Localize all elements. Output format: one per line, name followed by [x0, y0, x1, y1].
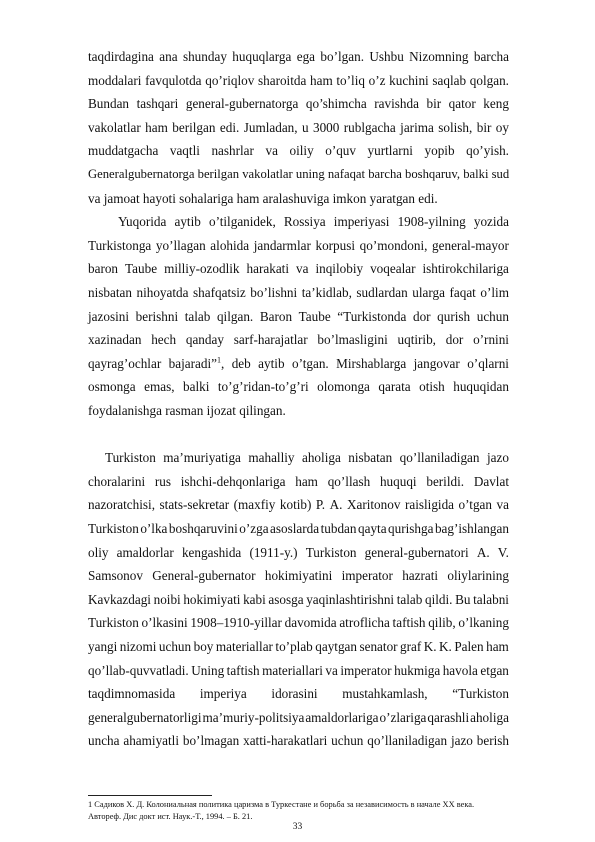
word: jarima: [400, 119, 434, 135]
text-line: [88, 139, 509, 163]
word: qator: [448, 96, 476, 112]
word: o’lka: [140, 520, 168, 536]
text-line: [88, 564, 509, 588]
footnote-ref: 1: [216, 355, 221, 365]
word: va: [325, 662, 338, 678]
word: raisligida: [404, 497, 455, 513]
word: davomida: [284, 615, 337, 631]
text-line: [88, 45, 509, 69]
word: berilgan: [172, 119, 216, 135]
word: huquqlarga: [232, 49, 292, 64]
word: jandarmlar: [253, 237, 311, 253]
word: uqtirib,: [397, 332, 436, 348]
word: yozida: [473, 214, 509, 230]
word: ana: [159, 49, 178, 64]
word: jazo: [486, 450, 509, 466]
word: yurtlarni: [367, 143, 413, 159]
word: hech: [151, 332, 177, 348]
word: imperiya: [199, 686, 247, 702]
word: qo’llash: [327, 473, 371, 489]
word: mahalliy: [248, 450, 295, 466]
word: ahamiyatli: [123, 733, 180, 749]
word: balki: [183, 379, 210, 395]
word: qaytgan: [315, 638, 357, 654]
text-line: [88, 234, 509, 258]
text-line: [88, 305, 509, 329]
word: (1911-y.): [249, 544, 298, 560]
text-line: [88, 611, 509, 635]
word: Samsonov: [88, 568, 143, 584]
word: oliylarining: [447, 568, 509, 584]
word: asosga: [268, 591, 304, 607]
word: materiallari: [262, 662, 323, 678]
word: huquqidan: [453, 379, 509, 395]
word: xatti-harakatlari: [243, 733, 328, 749]
word: stats-sekretar: [159, 497, 230, 513]
word: shafqatsiz: [193, 284, 246, 300]
word: ham: [310, 72, 333, 88]
word: tashqari: [136, 96, 179, 112]
word: A.: [476, 544, 490, 560]
word: atroflicha: [339, 615, 390, 631]
word: bo’lishni: [250, 284, 298, 300]
word: kabi: [243, 591, 266, 607]
word: bag’ishlangan: [434, 520, 509, 536]
word: to’plab: [275, 638, 313, 654]
line-text: Generalgubernatorga berilgan vakolatlar uning nafaqat barcha boshqaruv, balki sud: [88, 167, 510, 181]
word: taqdirdagina: [88, 49, 154, 64]
word: amaldorlariga: [305, 709, 379, 725]
word: havola: [442, 662, 478, 678]
word: aytib: [174, 214, 201, 230]
word: va: [496, 497, 509, 513]
word: barcha: [473, 49, 509, 64]
word: Turkiston: [88, 520, 139, 536]
word: qo’yish.: [466, 143, 509, 159]
word: ravishda: [374, 96, 419, 112]
word: o’zlariga: [379, 709, 427, 725]
word: emas,: [144, 379, 175, 395]
text-line: [118, 210, 509, 234]
word: Rossiya: [283, 214, 326, 230]
word: qo’riqlov: [205, 72, 255, 88]
word: jangovar: [413, 355, 460, 371]
word: rublgacha: [343, 119, 396, 135]
word: yopib: [424, 143, 455, 159]
word: aholiga: [470, 709, 509, 725]
word: generalgubernatorligi: [88, 709, 202, 725]
text-line: [88, 281, 509, 305]
word: nisbatan: [348, 450, 393, 466]
text-line: [88, 635, 509, 659]
word: talabni: [473, 591, 509, 607]
footnote-line-1: 1 Садиков Х. Д. Колониальная политика царизма в Туркестане и борьба за независимость в начале XX века.: [88, 800, 475, 809]
text-line: [88, 352, 509, 376]
word: general-mayor: [432, 237, 509, 253]
word: favqulotda: [145, 72, 202, 88]
word: baron: [88, 261, 119, 277]
word: berish: [476, 733, 509, 749]
word: 1908-yilning: [397, 214, 466, 230]
word: nashrlar: [211, 143, 254, 159]
word: o’quv: [325, 143, 356, 159]
word: qo’shimcha: [305, 96, 367, 112]
word: mustahkamlash,: [342, 686, 428, 702]
word: sarf-harajatlar: [233, 332, 308, 348]
word: taftish: [392, 615, 426, 631]
text-line: [88, 163, 509, 187]
word: tubdan: [320, 520, 357, 536]
word: asoslarda: [270, 520, 320, 536]
word: general-gubernatorga: [185, 96, 299, 112]
word: bo’lmasligini: [317, 332, 388, 348]
footnote-rule: [88, 795, 212, 796]
word: senator: [359, 638, 398, 654]
word: 1908–1910-yillar: [190, 615, 282, 631]
word: va: [296, 261, 309, 277]
word: kuchini: [389, 72, 429, 88]
word: sharoitda: [257, 72, 307, 88]
word: bir: [426, 96, 442, 112]
text-line: [105, 446, 509, 470]
word: P.: [315, 497, 326, 513]
word: hazrati: [402, 568, 439, 584]
word: inqilobiy: [315, 261, 364, 277]
word: o’lim: [480, 284, 509, 300]
word: kotib): [279, 497, 312, 513]
word: ma’muriyatiga: [163, 450, 241, 466]
word: Palen: [454, 638, 484, 654]
word: uchun: [158, 638, 192, 654]
word: solish,: [438, 119, 473, 135]
word: o’tgan: [458, 497, 492, 513]
word: Turkiston: [305, 544, 357, 560]
word: va: [265, 143, 278, 159]
word: ishtirokchilariga: [422, 261, 509, 277]
word: dor: [412, 308, 431, 324]
word: dor: [445, 332, 464, 348]
word: o’lkaning: [458, 615, 509, 631]
word: o’qlarni: [467, 355, 509, 371]
word: korpusi: [315, 237, 356, 253]
word: o’z: [368, 72, 386, 88]
word: qildi.: [424, 591, 453, 607]
word: hokimiyati: [183, 591, 241, 607]
word: imperator: [340, 662, 392, 678]
word: A.: [329, 497, 343, 513]
word: amaldorlar: [116, 544, 174, 560]
line-text: foydalanishga rasman ijozat qilingan.: [88, 402, 286, 418]
word: talab: [396, 591, 423, 607]
line-text: va jamoat hayoti sohalariga ham aralashuviga imkon yaratgan edi.: [88, 190, 438, 206]
word: ham: [295, 473, 318, 489]
word: bo’lgan.: [320, 49, 364, 64]
word: K.: [439, 638, 452, 654]
word: etgan: [480, 662, 509, 678]
word: olomonga: [317, 379, 370, 395]
word: deb: [231, 355, 251, 371]
text-line: [88, 470, 509, 494]
word: oiliy: [289, 143, 314, 159]
text-line: [88, 706, 509, 730]
word: vaqtli: [169, 143, 200, 159]
word: milliy-ozodlik: [164, 261, 240, 277]
word: rus: [154, 473, 171, 489]
text-line: [88, 328, 509, 352]
word: yaqinlashtirishni: [306, 591, 395, 607]
word: qanday: [185, 332, 224, 348]
word: boy: [193, 638, 214, 654]
word: o’tgan.: [291, 355, 329, 371]
word: sudlardan: [356, 284, 408, 300]
word: osmonga: [88, 379, 136, 395]
word: ega: [296, 49, 316, 64]
text-line: [88, 257, 509, 281]
word: jazosini: [88, 308, 130, 324]
text-line: [88, 69, 509, 93]
word: o’lkasini: [141, 615, 188, 631]
word: otish: [419, 379, 445, 395]
word: keng: [483, 96, 509, 112]
word: muddatgacha: [88, 143, 159, 159]
word: Nizomning: [409, 49, 469, 64]
word: o’rnini: [473, 332, 509, 348]
word: yangi: [88, 638, 118, 654]
text-line: [88, 517, 509, 541]
word: bo’lmagan: [182, 733, 240, 749]
word: qolgan.: [469, 72, 509, 88]
word: Davlat: [473, 473, 509, 489]
word: berildi.: [426, 473, 465, 489]
word: uncha: [88, 733, 120, 749]
word: nihoyatda: [136, 284, 189, 300]
word: hokimiyatini: [264, 568, 333, 584]
word: o’zga: [239, 520, 269, 536]
word: qo’llaniladigan: [399, 450, 480, 466]
word: (maxfiy: [233, 497, 276, 513]
word: qarata: [378, 379, 411, 395]
word: Baron: [259, 308, 293, 324]
word: qarashli: [427, 709, 470, 725]
word: shunday: [182, 49, 227, 64]
word: Mirshablarga: [336, 355, 407, 371]
word: talab: [184, 308, 211, 324]
text-line: [88, 493, 509, 517]
word: kengashida: [181, 544, 242, 560]
word: aytib: [258, 355, 285, 371]
word: bir: [476, 119, 492, 135]
word: imperiyasi: [333, 214, 390, 230]
word: “Turkiston: [452, 686, 509, 702]
word: qayrag’ochlar: [88, 355, 162, 371]
word: K.: [423, 638, 437, 654]
text-line: [88, 187, 509, 211]
word: u: [301, 119, 309, 135]
word: Yuqorida: [118, 214, 167, 230]
word: qurishga: [388, 520, 434, 536]
word: nazoratchisi,: [88, 497, 156, 513]
word: V.: [497, 544, 509, 560]
word: Bundan: [88, 96, 130, 112]
word: voqealar: [370, 261, 416, 277]
word: Kavkazdagi: [88, 591, 151, 607]
word: materiallar: [215, 638, 273, 654]
word: Turkiston: [105, 450, 156, 466]
word: qilib,: [428, 615, 456, 631]
word: Uning: [191, 662, 225, 678]
word: Bu: [455, 591, 471, 607]
word: nisbatan: [88, 284, 132, 300]
page-number: 33: [292, 822, 303, 832]
word: choralarini: [88, 473, 146, 489]
word: ham: [145, 119, 168, 135]
word: “Turkistonda: [337, 308, 407, 324]
text-line: [88, 729, 509, 753]
word: oy: [495, 119, 509, 135]
text-line: [88, 659, 509, 683]
word: Jumladan,: [243, 119, 298, 135]
text-line: [88, 92, 509, 116]
footnote-line-2: Автореф. Дис докт ист. Наук.-Т., 1994. – Б. 21.: [88, 812, 253, 821]
word: uchun: [331, 733, 364, 749]
word: moddalari: [88, 72, 142, 88]
word: ishchi-dehqonlariga: [180, 473, 286, 489]
text-line: [88, 682, 509, 706]
text-line: [88, 375, 509, 399]
word: ma’muriy-politsiya: [202, 709, 305, 725]
word: saqlab: [432, 72, 467, 88]
word: uchun: [476, 308, 509, 324]
word: 3000: [312, 119, 340, 135]
word: idorasini: [271, 686, 318, 702]
word: imperator: [341, 568, 393, 584]
word: harakati: [246, 261, 289, 277]
word: edi.: [219, 119, 240, 135]
word: general-gubernatori: [364, 544, 469, 560]
word: hukmiga: [394, 662, 441, 678]
word: jazo: [450, 733, 473, 749]
word: yo’llagan: [155, 237, 206, 253]
word: Xaritonov: [346, 497, 401, 513]
word: qilgan.: [216, 308, 254, 324]
word: qo’llaniladigan: [367, 733, 448, 749]
word: berishni: [135, 308, 179, 324]
word: xazinadan: [88, 332, 142, 348]
word: to’liq: [336, 72, 365, 88]
text-line: [88, 399, 509, 423]
word: faqat: [449, 284, 476, 300]
word: bajaradi”$^1$,: [168, 355, 225, 371]
word: Turkiston: [88, 615, 139, 631]
word: Ushbu: [369, 49, 404, 64]
word: taqdimnomasida: [88, 686, 176, 702]
word: noibi: [153, 591, 181, 607]
word: boshqaruvini: [168, 520, 238, 536]
text-line: [88, 116, 509, 140]
word: huquqi: [379, 473, 417, 489]
text-line: [88, 588, 509, 612]
word: qayta: [358, 520, 387, 536]
word: qo’mondoni,: [359, 237, 428, 253]
word: nizomi: [119, 638, 157, 654]
word: graf: [400, 638, 422, 654]
word: alohida: [210, 237, 250, 253]
word: to’g’ridan-to’g’ri: [217, 379, 309, 395]
word: vakolatlar: [88, 119, 141, 135]
word: Taube: [298, 308, 331, 324]
word: o’tilganidek,: [208, 214, 276, 230]
word: Taube: [125, 261, 158, 277]
word: ularga: [412, 284, 445, 300]
word: qo’llab-quvvatladi.: [88, 662, 189, 678]
word: qurish: [437, 308, 471, 324]
word: General-gubernator: [152, 568, 256, 584]
word: Turkistonga: [88, 237, 152, 253]
word: taftish: [226, 662, 260, 678]
word: ham: [486, 638, 509, 654]
word: oliy: [88, 544, 109, 560]
word: ta’kidlab,: [301, 284, 352, 300]
word: aholiga: [301, 450, 341, 466]
text-line: [88, 541, 509, 565]
